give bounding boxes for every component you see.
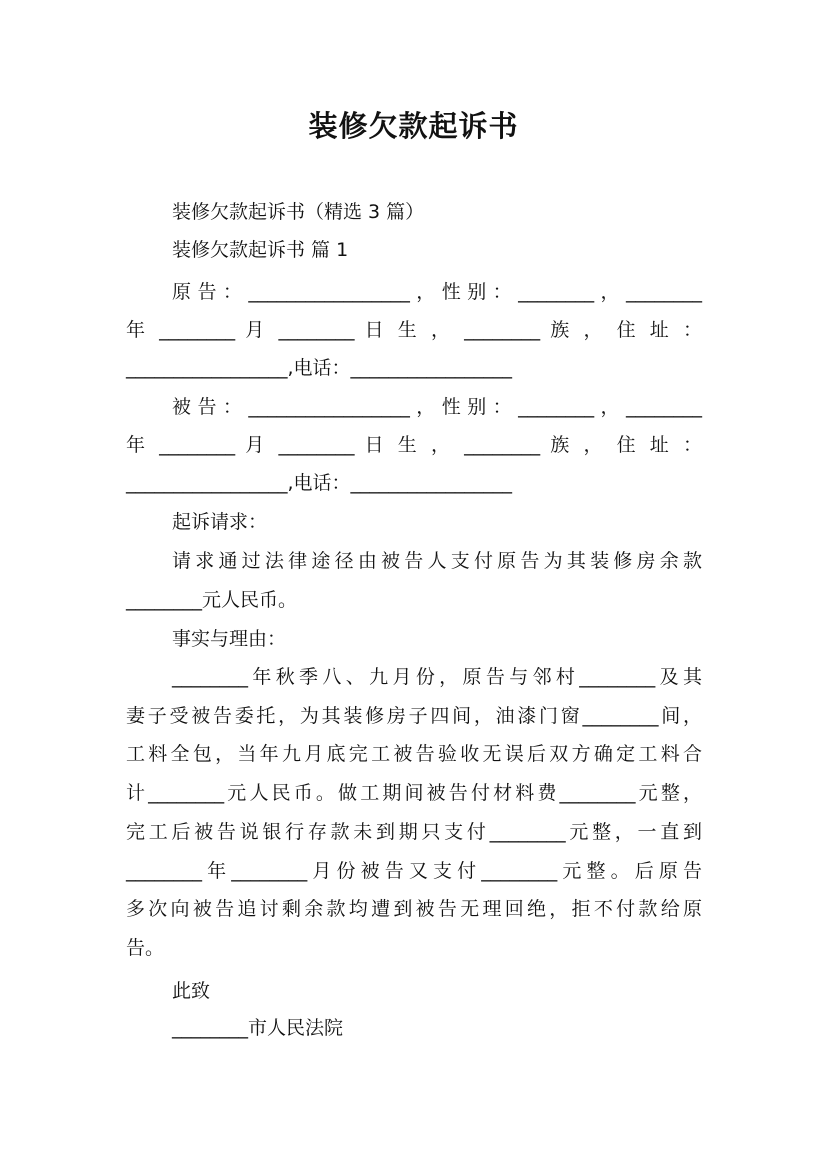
- subtitle-line: 装修欠款起诉书（精选 3 篇）: [172, 201, 425, 223]
- section-heading: 装修欠款起诉书 篇 1: [172, 239, 349, 261]
- facts-line-1: ________年秋季八、九月份，原告与邻村________及其: [172, 666, 702, 688]
- plaintiff-line-2: 年 ________ 月 ________ 日 生 ， ________ 族 ， 住 址 ：: [126, 319, 702, 341]
- facts-line-6: ________年________月份被告又支付________元整。后原告: [126, 860, 702, 882]
- facts-line-3: 工料全包，当年九月底完工被告验收无误后双方确定工料合: [126, 743, 702, 765]
- plaintiff-line-3: _________________,电话：_________________: [126, 357, 513, 379]
- facts-line-5: 完工后被告说银行存款未到期只支付________元整，一直到: [126, 821, 702, 843]
- facts-line-7: 多次向被告追讨剩余款均遭到被告无理回绝，拒不付款给原: [126, 898, 702, 920]
- facts-line-2: 妻子受被告委托，为其装修房子四间，油漆门窗________间，: [126, 705, 702, 727]
- court-line: ________市人民法院: [172, 1017, 344, 1039]
- defendant-line-1: 被告：_________________，性别：________，________: [172, 396, 702, 418]
- claims-line-2: ________元人民币。: [126, 589, 298, 611]
- claims-line-1: 请求通过法律途径由被告人支付原告为其装修房余款: [172, 550, 702, 572]
- facts-line-4: 计________元人民币。做工期间被告付材料费________元整，: [126, 782, 702, 804]
- closing-line: 此致: [172, 980, 211, 1002]
- facts-heading: 事实与理由：: [172, 628, 287, 650]
- defendant-line-3: _________________,电话：_________________: [126, 472, 513, 494]
- claims-heading: 起诉请求：: [172, 511, 268, 533]
- document-title: 装修欠款起诉书: [308, 109, 519, 143]
- facts-line-8: 告。: [126, 937, 165, 959]
- defendant-line-2: 年 ________ 月 ________ 日 生 ， ________ 族 ， 住 址 ：: [126, 434, 702, 456]
- plaintiff-line-1: 原告：_________________，性别：________，________: [172, 281, 702, 303]
